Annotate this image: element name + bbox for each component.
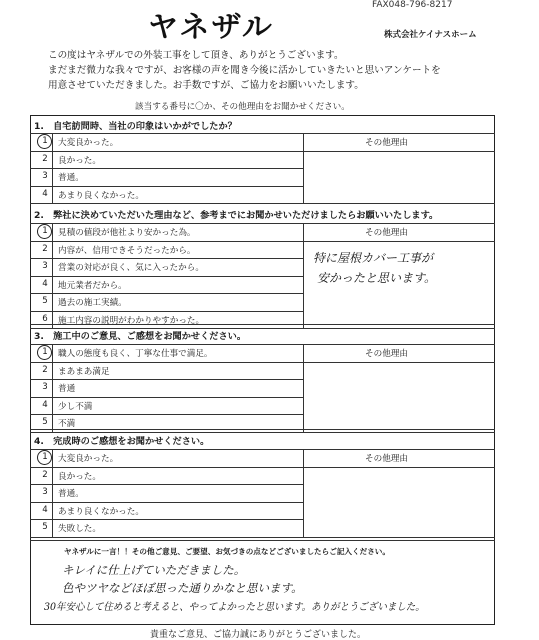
intro-line-3: 用意させていただきました。お手数ですが、ご協力をお願いいたします。	[48, 80, 364, 91]
q4-option-3-number: 3	[42, 487, 48, 497]
q4-option-5-label: 失敗した。	[58, 524, 101, 534]
fax-number: FAX048-796-8217	[372, 0, 453, 10]
q3-section-border	[30, 324, 495, 325]
q2-option-2-label: 内容が、信用できそうだったから。	[58, 245, 196, 256]
q3-option-5-number: 5	[42, 417, 48, 427]
q4-option-2-label: 良かった。	[58, 471, 101, 482]
q4-option-5-number: 5	[42, 522, 48, 532]
q2-other-reason-header: その他理由	[365, 228, 408, 238]
option-row-line	[30, 293, 303, 294]
q3-other-header-line	[303, 362, 495, 363]
q1-split-line	[303, 133, 304, 203]
q3-other-reason-header: その他理由	[365, 349, 408, 359]
q4-option-1-label: 大変良かった。	[58, 454, 119, 464]
q3-option-5-label: 不満	[58, 419, 76, 429]
q3-option-1-number: 1	[42, 347, 48, 357]
company-logo: ヤネザル	[148, 10, 274, 44]
q2-option-4-number: 4	[42, 278, 48, 289]
q2-option-3-label: 営業の対応が良く、気に入ったから。	[58, 263, 204, 273]
q4-header-line	[30, 449, 495, 450]
q4-split-line	[303, 449, 304, 537]
q3-option-2-label: まあまあ満足	[58, 366, 110, 377]
option-row-line	[30, 484, 303, 485]
option-row-line	[30, 168, 303, 169]
intro-line-1: この度はヤネザルでの外装工事をして頂き、ありがとうございます。	[48, 50, 344, 61]
q2-option-3-number: 3	[42, 261, 48, 271]
option-row-line	[30, 258, 303, 259]
q2-option-1-label: 見積の値段が他社より安かった為。	[58, 228, 196, 238]
footer-thanks: 貴重なご意見、ご協力誠にありがとうございました。	[150, 630, 367, 640]
q4-other-header-line	[303, 467, 495, 468]
q3-num-column-line	[52, 344, 53, 432]
q4-option-3-label: 普通。	[58, 489, 84, 499]
q4-option-4-label: あまり良くなかった。	[58, 506, 144, 517]
q2-handwritten-reason-2: 安かったと思います。	[317, 271, 437, 285]
q3-selected-circle	[37, 345, 52, 360]
option-row-line	[30, 186, 303, 187]
q1-option-4-label: あまり良くなかった。	[58, 190, 144, 201]
option-row-line	[30, 519, 303, 520]
q2-option-6-number: 6	[42, 313, 48, 324]
q2-option-5-number: 5	[42, 296, 48, 306]
option-row-line	[30, 397, 303, 398]
option-row-line	[30, 362, 303, 363]
q1-option-2-number: 2	[42, 153, 48, 164]
q1-option-1-label: 大変良かった。	[58, 138, 119, 148]
comment-divider	[30, 540, 495, 541]
q4-bottom-line	[30, 537, 495, 538]
q2-option-6-label: 施工内容の説明がわかりやすかった。	[58, 315, 205, 326]
q2-selected-circle	[37, 224, 52, 239]
q3-option-1-label: 職人の態度も良く、丁寧な仕事で満足。	[58, 349, 213, 359]
q1-option-3-number: 3	[42, 171, 48, 181]
q4-section-border	[30, 429, 495, 430]
instruction-text: 該当する番号に〇か、その他理由をお聞かせください。	[135, 102, 350, 112]
q4-option-2-number: 2	[42, 469, 48, 480]
q1-option-4-number: 4	[42, 188, 48, 199]
q1-selected-circle	[37, 134, 52, 149]
q2-handwritten-reason-1: 特に屋根カバー工事が	[313, 251, 434, 265]
option-row-line	[30, 151, 303, 152]
q2-section-border	[30, 203, 495, 204]
option-row-line	[30, 241, 303, 242]
q2-title: 2. 弊社に決めていただいた理由など、参考までにお聞かせいただけましたらお願いいたします。	[34, 210, 439, 221]
q1-title: 1. 自宅訪問時、当社の印象はいかがでしたか？	[34, 121, 237, 132]
q2-header-line	[30, 223, 495, 224]
q4-title: 4. 完成時のご感想をお聞かせください。	[34, 436, 210, 447]
option-row-line	[30, 311, 303, 312]
q3-option-2-number: 2	[42, 364, 48, 375]
q3-option-3-number: 3	[42, 382, 48, 392]
q3-option-3-label: 普通	[58, 384, 76, 394]
q1-other-reason-header: その他理由	[365, 138, 408, 148]
handwritten-comment-line-3: 30年安心して住めると考えると、やってよかったと思います。ありがとうございました。	[44, 601, 425, 613]
q4-other-reason-header: その他理由	[365, 454, 408, 464]
intro-line-2: まだまだ微力な我々ですが、お客様の声を聞き今後に活かしていきたいと思いアンケートを	[48, 65, 441, 76]
q4-option-1-number: 1	[42, 452, 48, 462]
q2-other-header-line	[303, 241, 495, 242]
q3-option-4-number: 4	[42, 399, 48, 410]
q1-option-1-number: 1	[42, 136, 48, 146]
q1-option-2-label: 良かった。	[58, 155, 101, 166]
option-row-line	[30, 276, 303, 277]
q3-split-line	[303, 344, 304, 432]
option-row-line	[30, 502, 303, 503]
q2-option-4-label: 地元業者だから。	[58, 280, 127, 291]
handwritten-comment-line-1: キレイに仕上げていただきました。	[62, 563, 246, 577]
handwritten-comment-line-2: 色やツヤなどほぼ思った通りかなと思います。	[62, 581, 303, 595]
q1-option-3-label: 普通。	[58, 173, 84, 183]
comment-title: ヤネザルに一言！！その他ご意見、ご要望、お気づきの点などございましたらご記入ください。	[64, 547, 390, 556]
q3-title: 3. 施工中のご意見、ご感想をお聞かせください。	[34, 331, 247, 342]
q1-header-line	[30, 133, 495, 134]
q4-selected-circle	[37, 450, 52, 465]
option-row-line	[30, 379, 303, 380]
q1-other-header-line	[303, 151, 495, 152]
q2-option-1-number: 1	[42, 226, 48, 236]
q2-option-2-number: 2	[42, 243, 48, 254]
q2-option-5-label: 過去の施工実績。	[58, 298, 127, 308]
company-name: 株式会社ケイナスホーム	[384, 30, 477, 40]
q4-num-column-line	[52, 449, 53, 537]
q3-header-line	[30, 344, 495, 345]
q2-split-line	[303, 223, 304, 328]
option-row-line	[30, 467, 303, 468]
option-row-line	[30, 414, 303, 415]
q3-option-4-label: 少し不満	[58, 401, 93, 412]
q4-option-4-number: 4	[42, 504, 48, 515]
